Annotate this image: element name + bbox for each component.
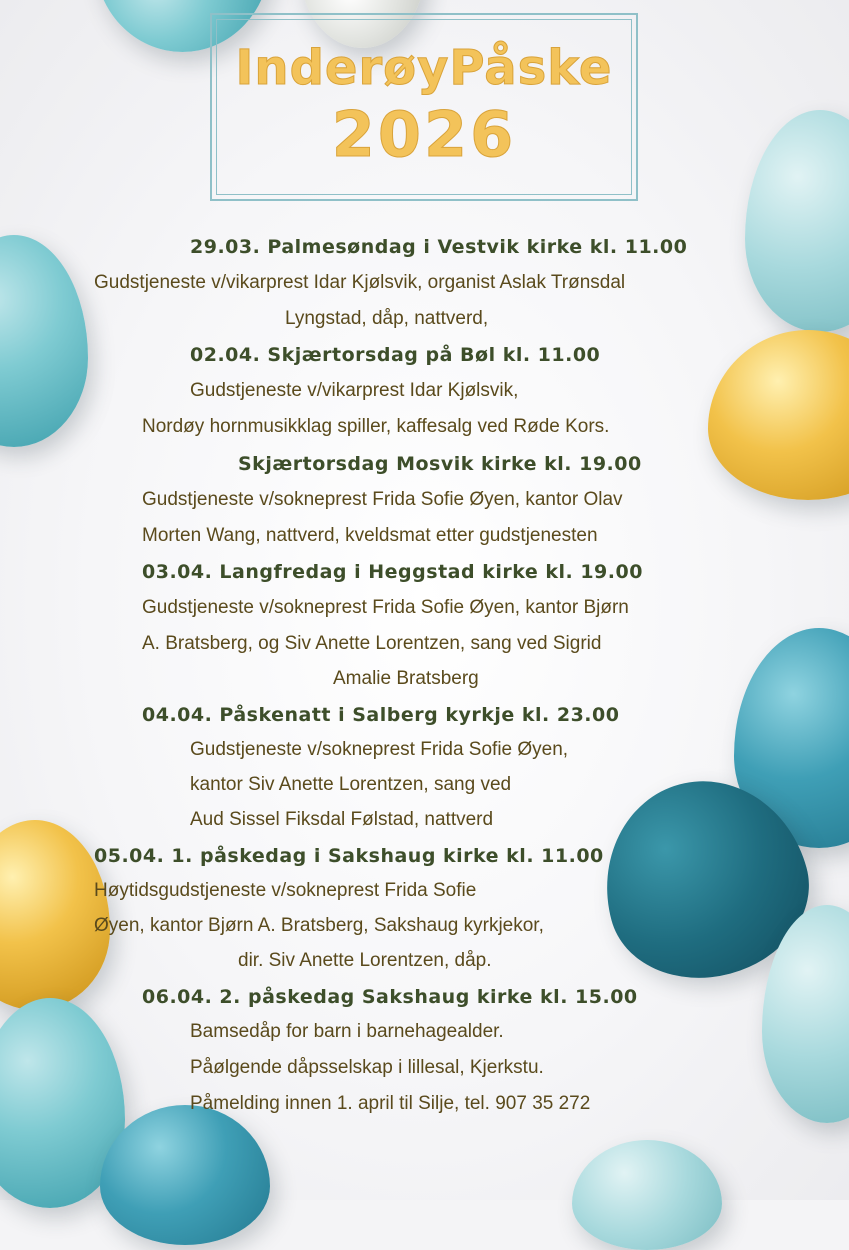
event-heading: 06.04. 2. påskedag Sakshaug kirke kl. 15.00 <box>142 986 638 1008</box>
event-detail: Gudstjeneste v/sokneprest Frida Sofie Øyen, kantor Olav <box>142 489 623 510</box>
event-detail: dir. Siv Anette Lorentzen, dåp. <box>238 950 492 971</box>
event-detail: Gudstjeneste v/vikarprest Idar Kjølsvik, <box>190 380 519 401</box>
event-heading: 02.04. Skjærtorsdag på Bøl kl. 11.00 <box>190 344 601 366</box>
event-detail: Aud Sissel Fiksdal Følstad, nattverd <box>190 809 494 830</box>
event-detail: Lyngstad, dåp, nattverd, <box>285 308 489 329</box>
event-detail: Gudstjeneste v/vikarprest Idar Kjølsvik, organist Aslak Trønsdal <box>94 272 626 293</box>
event-detail: Påmelding innen 1. april til Silje, tel. 907 35 272 <box>190 1093 591 1114</box>
event-heading: 04.04. Påskenatt i Salberg kyrkje kl. 23.00 <box>142 704 620 726</box>
event-detail: Høytidsgudstjeneste v/sokneprest Frida Sofie <box>94 880 477 901</box>
event-detail: Påølgende dåpsselskap i lillesal, Kjerkstu. <box>190 1057 544 1078</box>
event-detail: Amalie Bratsberg <box>333 668 479 689</box>
event-detail: Morten Wang, nattverd, kveldsmat etter gudstjenesten <box>142 525 598 546</box>
event-detail: Gudstjeneste v/sokneprest Frida Sofie Øyen, kantor Bjørn <box>142 597 629 618</box>
title-line-1: InderøyPåske <box>235 40 613 96</box>
event-heading: 03.04. Langfredag i Heggstad kirke kl. 19.00 <box>142 561 643 583</box>
event-heading: Skjærtorsdag Mosvik kirke kl. 19.00 <box>238 453 642 475</box>
event-detail: A. Bratsberg, og Siv Anette Lorentzen, sang ved Sigrid <box>142 633 602 654</box>
event-detail: Bamsedåp for barn i barnehagealder. <box>190 1021 504 1042</box>
title-line-2: 2026 <box>331 98 517 171</box>
event-detail: Gudstjeneste v/sokneprest Frida Sofie Øyen, <box>190 739 569 760</box>
event-heading: 29.03. Palmesøndag i Vestvik kirke kl. 11.00 <box>190 236 688 258</box>
event-detail: Nordøy hornmusikklag spiller, kaffesalg ved Røde Kors. <box>142 416 610 437</box>
event-detail: kantor Siv Anette Lorentzen, sang ved <box>190 774 512 795</box>
event-detail: Øyen, kantor Bjørn A. Bratsberg, Sakshaug kyrkjekor, <box>94 915 544 936</box>
event-heading: 05.04. 1. påskedag i Sakshaug kirke kl. 11.00 <box>94 845 604 867</box>
